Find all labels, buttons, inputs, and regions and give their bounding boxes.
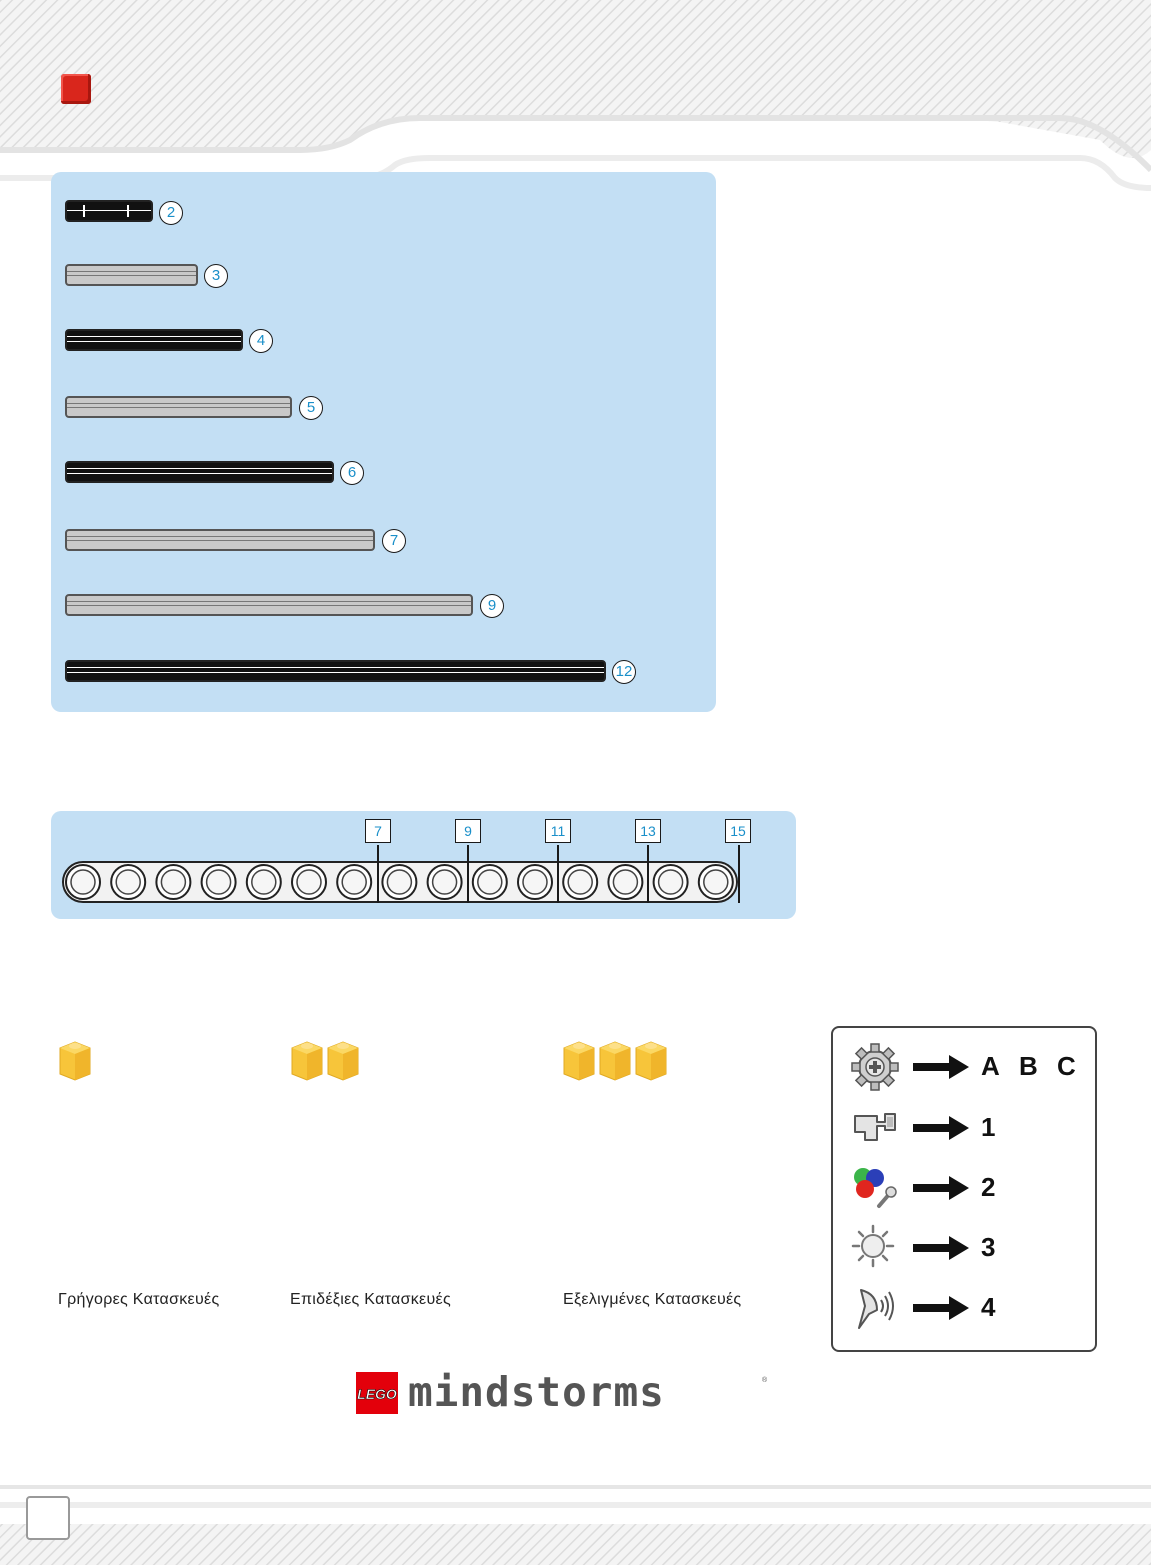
beam-hole-inner bbox=[523, 870, 547, 894]
port-4: 4 bbox=[981, 1292, 996, 1322]
beam-hole-inner bbox=[659, 870, 683, 894]
yellow-brick-icon bbox=[600, 1042, 630, 1080]
port-a: A bbox=[981, 1051, 1000, 1081]
beam-tick bbox=[557, 845, 559, 903]
yellow-brick-icon bbox=[636, 1042, 666, 1080]
touch-port-row bbox=[851, 1104, 1091, 1154]
level-quick-bricks bbox=[58, 1040, 94, 1087]
yellow-brick-icon bbox=[564, 1042, 594, 1080]
beam-marker: 15 bbox=[725, 819, 751, 843]
beam-tick bbox=[467, 845, 469, 903]
beam-hole-inner bbox=[433, 870, 457, 894]
beam-hole-inner bbox=[568, 870, 592, 894]
arrow-right-icon bbox=[913, 1055, 969, 1079]
beam-marker: 7 bbox=[365, 819, 391, 843]
light-port-row bbox=[851, 1224, 1091, 1274]
arrow-right-icon bbox=[913, 1296, 969, 1320]
beam-marker: 9 bbox=[455, 819, 481, 843]
lego-mindstorms-logo bbox=[356, 1372, 768, 1416]
beam-tick bbox=[377, 845, 379, 903]
yellow-brick-icon bbox=[328, 1042, 358, 1080]
mindstorms-text: mindstorms bbox=[408, 1372, 665, 1416]
beam-hole-inner bbox=[116, 870, 140, 894]
port-b: B bbox=[1019, 1051, 1038, 1081]
beam-hole-inner bbox=[252, 870, 276, 894]
port-1: 1 bbox=[981, 1112, 996, 1142]
level-skilled-bricks bbox=[290, 1040, 362, 1087]
yellow-brick-icon bbox=[292, 1042, 322, 1080]
page-number-box bbox=[26, 1496, 70, 1540]
sound-port-row bbox=[851, 1284, 1091, 1334]
yellow-brick-icon bbox=[60, 1042, 90, 1080]
beam-marker: 13 bbox=[635, 819, 661, 843]
motor-port-row bbox=[851, 1043, 1091, 1093]
arrow-right-icon bbox=[913, 1116, 969, 1140]
level-quick-label: Γρήγορες Κατασκευές bbox=[58, 1291, 220, 1308]
light-sensor-icon bbox=[851, 1224, 899, 1272]
beam-length-panel bbox=[51, 811, 796, 919]
top-header-band bbox=[0, 0, 1151, 200]
svg-text:®: ® bbox=[762, 1377, 768, 1384]
port-c: C bbox=[1057, 1051, 1076, 1081]
axle-size-label: 4 bbox=[249, 329, 273, 353]
axle-7 bbox=[65, 529, 375, 551]
level-advanced-label: Εξελιγμένες Κατασκευές bbox=[563, 1291, 742, 1308]
beam-tick bbox=[738, 845, 740, 903]
level-advanced-bricks bbox=[562, 1040, 670, 1087]
touch-sensor-icon bbox=[851, 1104, 899, 1152]
arrow-right-icon bbox=[913, 1176, 969, 1200]
beam-hole-inner bbox=[297, 870, 321, 894]
axle-size-label: 5 bbox=[299, 396, 323, 420]
axle-5 bbox=[65, 396, 292, 418]
axle-size-label: 6 bbox=[340, 461, 364, 485]
beam-hole-inner bbox=[342, 870, 366, 894]
ports-legend bbox=[831, 1026, 1097, 1352]
beam-hole-inner bbox=[478, 870, 502, 894]
axle-4 bbox=[65, 329, 243, 351]
axle-6 bbox=[65, 461, 334, 483]
axle-3 bbox=[65, 264, 198, 286]
section-marker-square bbox=[61, 74, 91, 104]
beam-15-illustration bbox=[61, 859, 741, 905]
port-3: 3 bbox=[981, 1232, 996, 1262]
beam-hole-inner bbox=[704, 870, 728, 894]
color-sensor-icon bbox=[851, 1164, 899, 1212]
axle-size-label: 2 bbox=[159, 201, 183, 225]
beam-hole-inner bbox=[387, 870, 411, 894]
axle-sizes-panel bbox=[51, 172, 716, 712]
axle-size-label: 7 bbox=[382, 529, 406, 553]
beam-hole-inner bbox=[71, 870, 95, 894]
beam-hole-inner bbox=[161, 870, 185, 894]
beam-hole-inner bbox=[207, 870, 231, 894]
lego-brand-text: LEGO bbox=[357, 1386, 397, 1402]
level-skilled-label: Επιδέξιες Κατασκευές bbox=[290, 1291, 451, 1308]
color-port-row bbox=[851, 1164, 1091, 1214]
axle-9 bbox=[65, 594, 473, 616]
beam-hole-inner bbox=[613, 870, 637, 894]
port-2: 2 bbox=[981, 1172, 996, 1202]
sound-sensor-icon bbox=[851, 1284, 899, 1332]
axle-size-label: 9 bbox=[480, 594, 504, 618]
axle-size-label: 12 bbox=[612, 660, 636, 684]
beam-tick bbox=[647, 845, 649, 903]
arrow-right-icon bbox=[913, 1236, 969, 1260]
motor-gear-icon bbox=[851, 1043, 899, 1091]
axle-12 bbox=[65, 660, 606, 682]
beam-marker: 11 bbox=[545, 819, 571, 843]
axle-size-label: 3 bbox=[204, 264, 228, 288]
bottom-footer-band bbox=[0, 1480, 1151, 1565]
axle-2 bbox=[65, 200, 153, 222]
